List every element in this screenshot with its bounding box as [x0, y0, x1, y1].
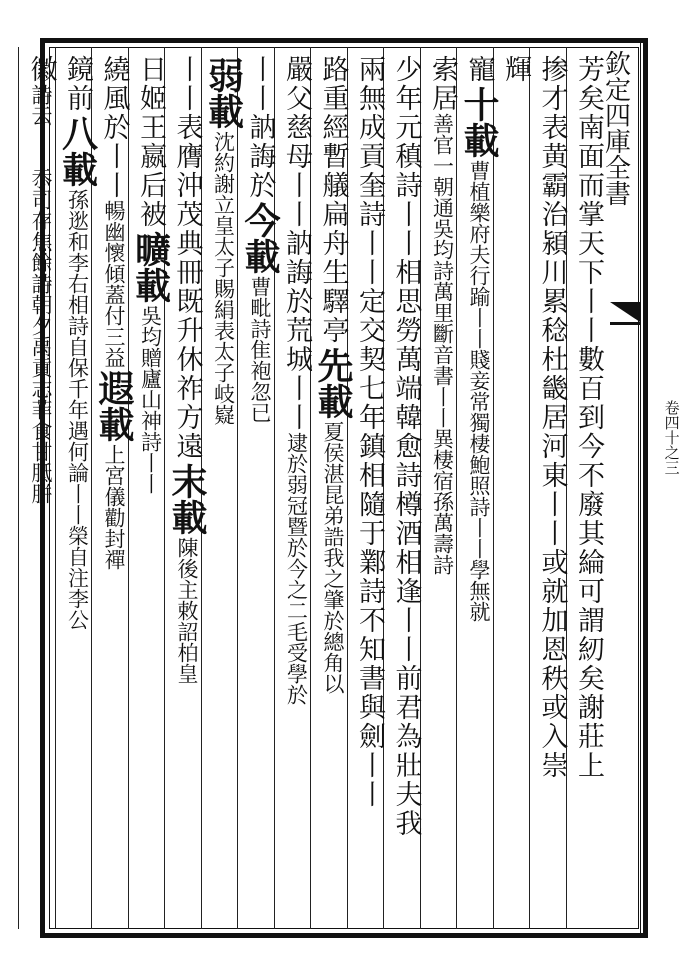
heading-term: 遐載 — [93, 370, 135, 442]
text-column — [568, 55, 610, 780]
annotation-text: 孫逖和李右相詩自保千年遇何論丨丨榮自注李公 — [65, 189, 90, 630]
annotation-text: 曹植樂府夫行踰丨丨賤妾常獨棲鮑照詩丨丨學無就 — [467, 160, 491, 622]
body-text: 徽 — [25, 55, 57, 84]
text-column — [531, 55, 573, 780]
column-rule — [18, 47, 19, 929]
body-text: 掺才表黄霸治潁川累稔杜畿居河東丨丨或就加恩秩或入崇 — [536, 55, 568, 780]
annotation-text: 詩云丨丨忝司存焦餘詩朝夕禹貢志菲食甘胝胼丨 — [29, 84, 53, 525]
heading-term: 弱載 — [202, 57, 245, 129]
body-text: 寵 — [463, 55, 495, 84]
text-column — [239, 55, 281, 423]
text-column — [349, 55, 391, 809]
column-rule — [529, 47, 530, 929]
volume-label — [656, 400, 686, 475]
text-column — [166, 55, 208, 684]
body-text: 日姬王嬴后被 — [135, 55, 166, 229]
body-text: 少年元稹詩丨丨相思勞萬端韓愈詩樽酒相逢丨丨前君為壯夫我 — [390, 55, 422, 838]
heading-term: 先載 — [312, 347, 354, 419]
body-text: 芳矣南面而掌天下丨丨數百到今不廢其綸可謂紉矣謝莊上 — [573, 55, 604, 780]
annotation-text: 上宮儀勸封禪 — [102, 444, 126, 570]
fishtail-bar — [610, 322, 640, 325]
annotation-text: 善官一朝通吳均詩萬里斷音書丨丨異棲宿孫萬壽詩 — [430, 113, 455, 575]
heading-term: 十載 — [458, 86, 500, 158]
body-text: 嚴父慈母丨丨訥誨於荒城丨丨 — [281, 55, 312, 432]
text-column — [203, 55, 245, 425]
annotation-text: 暢幽懷傾蓋付三益 — [102, 200, 126, 368]
text-column — [130, 55, 172, 494]
annotation-text: 陳後主敕詔柏皇 — [175, 537, 199, 684]
annotation-text: 逮於弱冠暨於今之二毛受學於 — [284, 432, 309, 705]
heading-term: 末載 — [166, 463, 208, 535]
body-text: 索居 — [427, 55, 458, 113]
heading-term: 今載 — [239, 202, 281, 274]
body-text: 路重經暫艤扁舟生驛亭 — [317, 55, 349, 345]
book-title-text: 欽定四庫全書 — [600, 50, 631, 206]
annotation-text: 曹毗詩隹袍忽已 — [248, 276, 272, 423]
body-text: 兩無成貢奎詩丨丨定交契七年鎮相隨于鄴詩不知書與劍丨丨 — [354, 55, 385, 809]
body-text: 丨丨訥誨於 — [244, 55, 276, 200]
annotation-text: 沈約謝立皇太子賜絹表太子岐嶷 — [211, 131, 236, 425]
text-column — [57, 55, 99, 630]
volume-label-text: 卷四十之三 — [662, 400, 681, 475]
text-column — [458, 55, 500, 622]
text-column — [422, 55, 464, 575]
text-column — [20, 55, 62, 525]
body-text: 繞風於丨丨 — [98, 55, 130, 200]
text-column — [385, 55, 427, 838]
text-column — [495, 55, 537, 84]
text-column — [276, 55, 318, 705]
heading-term: 八載 — [56, 115, 99, 187]
body-text: 丨丨表膺沖茂典冊既升休祚方遠 — [171, 55, 203, 461]
text-column — [93, 55, 135, 570]
text-column — [312, 55, 354, 694]
annotation-text: 夏侯湛昆弟誥我之肇於總角以 — [321, 421, 345, 694]
body-text: 輝 — [500, 55, 531, 84]
fishtail-ornament — [610, 302, 640, 322]
body-text: 鏡前 — [62, 55, 93, 113]
heading-term: 曠載 — [129, 231, 172, 303]
annotation-text: 吳均贈廬山神詩丨丨 — [138, 305, 163, 494]
margin-divider — [640, 38, 641, 938]
